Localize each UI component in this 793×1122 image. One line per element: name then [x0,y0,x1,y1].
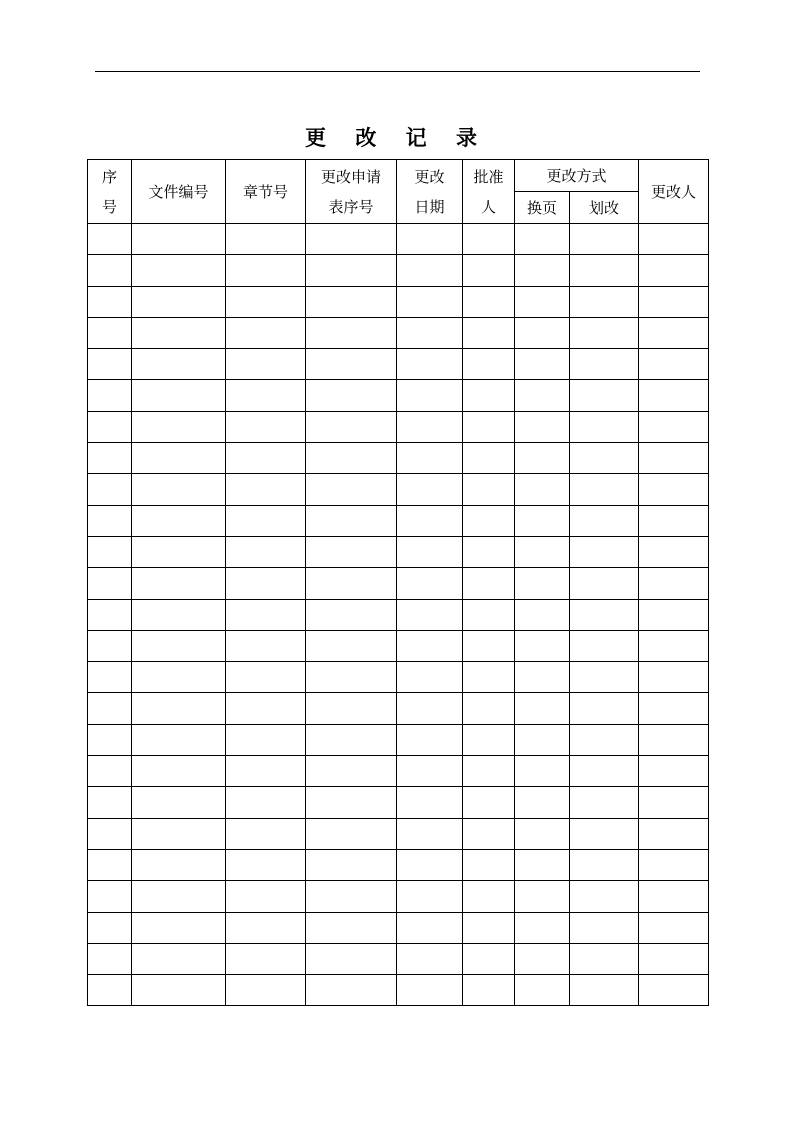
cell-file-no[interactable] [132,255,226,286]
cell-chapter-no[interactable] [226,443,306,474]
cell-method-strike[interactable] [570,912,639,943]
cell-approver[interactable] [463,630,515,661]
cell-method-replace[interactable] [515,975,570,1006]
table-row [88,474,709,505]
cell-file-no[interactable] [132,599,226,630]
cell-file-no[interactable] [132,505,226,536]
cell-chapter-no[interactable] [226,474,306,505]
cell-approver[interactable] [463,505,515,536]
cell-chapter-no[interactable] [226,912,306,943]
table-body [88,224,709,1006]
cell-chapter-no[interactable] [226,599,306,630]
cell-seq[interactable] [88,536,132,567]
cell-method-strike[interactable] [570,536,639,567]
cell-seq[interactable] [88,881,132,912]
table-row [88,317,709,348]
cell-method-strike[interactable] [570,599,639,630]
cell-chapter-no[interactable] [226,849,306,880]
cell-change-date[interactable] [397,505,463,536]
cell-method-replace[interactable] [515,224,570,255]
cell-change-date[interactable] [397,975,463,1006]
cell-approver[interactable] [463,818,515,849]
cell-file-no[interactable] [132,787,226,818]
cell-chapter-no[interactable] [226,224,306,255]
cell-changer[interactable] [639,693,709,724]
cell-seq[interactable] [88,849,132,880]
cell-seq[interactable] [88,599,132,630]
cell-request-no[interactable] [306,255,397,286]
cell-changer[interactable] [639,380,709,411]
cell-request-no[interactable] [306,536,397,567]
cell-method-replace[interactable] [515,943,570,974]
table-row [88,756,709,787]
cell-request-no[interactable] [306,662,397,693]
cell-request-no[interactable] [306,599,397,630]
cell-change-date[interactable] [397,693,463,724]
cell-method-strike[interactable] [570,724,639,755]
header-changer: 更改人 [639,160,709,224]
cell-file-no[interactable] [132,662,226,693]
cell-seq[interactable] [88,286,132,317]
cell-request-no[interactable] [306,881,397,912]
cell-change-date[interactable] [397,224,463,255]
cell-file-no[interactable] [132,975,226,1006]
cell-approver[interactable] [463,349,515,380]
cell-approver[interactable] [463,317,515,348]
table-row [88,224,709,255]
cell-request-no[interactable] [306,912,397,943]
cell-change-date[interactable] [397,662,463,693]
cell-approver[interactable] [463,224,515,255]
cell-changer[interactable] [639,724,709,755]
cell-method-replace[interactable] [515,380,570,411]
cell-request-no[interactable] [306,411,397,442]
cell-file-no[interactable] [132,568,226,599]
cell-file-no[interactable] [132,380,226,411]
cell-method-replace[interactable] [515,599,570,630]
cell-change-date[interactable] [397,818,463,849]
cell-method-strike[interactable] [570,474,639,505]
cell-seq[interactable] [88,443,132,474]
cell-method-strike[interactable] [570,224,639,255]
table-row [88,380,709,411]
cell-method-strike[interactable] [570,411,639,442]
cell-changer[interactable] [639,662,709,693]
cell-file-no[interactable] [132,818,226,849]
cell-changer[interactable] [639,756,709,787]
cell-change-date[interactable] [397,912,463,943]
cell-request-no[interactable] [306,943,397,974]
cell-change-date[interactable] [397,849,463,880]
cell-chapter-no[interactable] [226,286,306,317]
cell-method-strike[interactable] [570,286,639,317]
cell-chapter-no[interactable] [226,943,306,974]
cell-request-no[interactable] [306,380,397,411]
cell-file-no[interactable] [132,849,226,880]
cell-seq[interactable] [88,943,132,974]
header-change-date: 更改 日期 [397,160,463,224]
cell-change-date[interactable] [397,349,463,380]
cell-file-no[interactable] [132,693,226,724]
cell-method-strike[interactable] [570,630,639,661]
cell-change-date[interactable] [397,411,463,442]
cell-method-strike[interactable] [570,317,639,348]
cell-changer[interactable] [639,411,709,442]
cell-approver[interactable] [463,380,515,411]
cell-request-no[interactable] [306,317,397,348]
cell-method-strike[interactable] [570,662,639,693]
cell-method-replace[interactable] [515,443,570,474]
cell-method-replace[interactable] [515,349,570,380]
cell-method-strike[interactable] [570,818,639,849]
cell-method-replace[interactable] [515,630,570,661]
header-change-method: 更改方式 [515,160,639,192]
cell-chapter-no[interactable] [226,724,306,755]
cell-change-date[interactable] [397,536,463,567]
cell-method-strike[interactable] [570,693,639,724]
cell-approver[interactable] [463,568,515,599]
cell-method-replace[interactable] [515,505,570,536]
cell-method-strike[interactable] [570,849,639,880]
cell-changer[interactable] [639,443,709,474]
cell-chapter-no[interactable] [226,568,306,599]
cell-method-replace[interactable] [515,912,570,943]
cell-approver[interactable] [463,975,515,1006]
table-row [88,411,709,442]
cell-approver[interactable] [463,443,515,474]
cell-file-no[interactable] [132,224,226,255]
table-row [88,943,709,974]
cell-chapter-no[interactable] [226,630,306,661]
cell-method-replace[interactable] [515,411,570,442]
cell-change-date[interactable] [397,724,463,755]
table-row [88,536,709,567]
cell-method-strike[interactable] [570,380,639,411]
cell-change-date[interactable] [397,943,463,974]
cell-approver[interactable] [463,756,515,787]
cell-change-date[interactable] [397,568,463,599]
cell-file-no[interactable] [132,943,226,974]
cell-approver[interactable] [463,724,515,755]
table-row [88,975,709,1006]
table-row [88,724,709,755]
cell-changer[interactable] [639,349,709,380]
cell-changer[interactable] [639,787,709,818]
cell-changer[interactable] [639,912,709,943]
cell-change-date[interactable] [397,474,463,505]
cell-request-no[interactable] [306,443,397,474]
cell-file-no[interactable] [132,286,226,317]
cell-method-strike[interactable] [570,881,639,912]
cell-changer[interactable] [639,474,709,505]
cell-seq[interactable] [88,380,132,411]
cell-seq[interactable] [88,912,132,943]
cell-method-replace[interactable] [515,724,570,755]
cell-change-date[interactable] [397,787,463,818]
table-row [88,505,709,536]
cell-chapter-no[interactable] [226,818,306,849]
cell-changer[interactable] [639,536,709,567]
cell-method-strike[interactable] [570,568,639,599]
cell-request-no[interactable] [306,756,397,787]
cell-file-no[interactable] [132,881,226,912]
cell-method-strike[interactable] [570,787,639,818]
cell-chapter-no[interactable] [226,787,306,818]
cell-changer[interactable] [639,630,709,661]
cell-request-no[interactable] [306,224,397,255]
cell-seq[interactable] [88,317,132,348]
cell-file-no[interactable] [132,411,226,442]
table-row [88,630,709,661]
cell-file-no[interactable] [132,912,226,943]
cell-method-replace[interactable] [515,568,570,599]
table-row [88,568,709,599]
cell-method-replace[interactable] [515,693,570,724]
cell-change-date[interactable] [397,881,463,912]
cell-seq[interactable] [88,411,132,442]
cell-chapter-no[interactable] [226,255,306,286]
header-approver: 批准 人 [463,160,515,224]
table-row [88,818,709,849]
cell-seq[interactable] [88,756,132,787]
table-row [88,787,709,818]
cell-method-strike[interactable] [570,975,639,1006]
cell-chapter-no[interactable] [226,662,306,693]
table-row [88,881,709,912]
cell-change-date[interactable] [397,380,463,411]
cell-change-date[interactable] [397,317,463,348]
cell-changer[interactable] [639,881,709,912]
cell-file-no[interactable] [132,536,226,567]
cell-change-date[interactable] [397,443,463,474]
cell-chapter-no[interactable] [226,693,306,724]
cell-file-no[interactable] [132,724,226,755]
cell-chapter-no[interactable] [226,505,306,536]
cell-seq[interactable] [88,568,132,599]
cell-request-no[interactable] [306,505,397,536]
cell-seq[interactable] [88,787,132,818]
cell-request-no[interactable] [306,975,397,1006]
cell-seq[interactable] [88,975,132,1006]
cell-chapter-no[interactable] [226,536,306,567]
cell-method-strike[interactable] [570,255,639,286]
table-row [88,693,709,724]
cell-method-replace[interactable] [515,317,570,348]
cell-changer[interactable] [639,943,709,974]
header-method-replace: 换页 [515,192,570,224]
cell-seq[interactable] [88,505,132,536]
cell-file-no[interactable] [132,443,226,474]
cell-request-no[interactable] [306,474,397,505]
header-request-no: 更改申请 表序号 [306,160,397,224]
cell-approver[interactable] [463,536,515,567]
cell-method-strike[interactable] [570,505,639,536]
cell-approver[interactable] [463,599,515,630]
cell-request-no[interactable] [306,630,397,661]
cell-method-strike[interactable] [570,443,639,474]
cell-file-no[interactable] [132,756,226,787]
cell-change-date[interactable] [397,756,463,787]
cell-seq[interactable] [88,693,132,724]
cell-method-replace[interactable] [515,286,570,317]
cell-approver[interactable] [463,474,515,505]
cell-method-replace[interactable] [515,818,570,849]
cell-file-no[interactable] [132,317,226,348]
cell-request-no[interactable] [306,286,397,317]
cell-file-no[interactable] [132,349,226,380]
cell-seq[interactable] [88,474,132,505]
table-row [88,599,709,630]
cell-approver[interactable] [463,881,515,912]
cell-seq[interactable] [88,255,132,286]
cell-request-no[interactable] [306,568,397,599]
cell-chapter-no[interactable] [226,349,306,380]
cell-change-date[interactable] [397,255,463,286]
page-title: 更 改 记 录 [305,125,488,150]
cell-changer[interactable] [639,286,709,317]
cell-request-no[interactable] [306,849,397,880]
cell-method-replace[interactable] [515,536,570,567]
cell-chapter-no[interactable] [226,317,306,348]
cell-changer[interactable] [639,255,709,286]
cell-approver[interactable] [463,411,515,442]
cell-changer[interactable] [639,975,709,1006]
cell-changer[interactable] [639,818,709,849]
cell-approver[interactable] [463,693,515,724]
cell-request-no[interactable] [306,818,397,849]
header-method-strike: 划改 [570,192,639,224]
cell-approver[interactable] [463,255,515,286]
table-row [88,349,709,380]
cell-method-replace[interactable] [515,756,570,787]
cell-method-replace[interactable] [515,881,570,912]
cell-method-replace[interactable] [515,255,570,286]
cell-chapter-no[interactable] [226,975,306,1006]
cell-approver[interactable] [463,943,515,974]
cell-change-date[interactable] [397,599,463,630]
table-row [88,255,709,286]
cell-chapter-no[interactable] [226,380,306,411]
cell-chapter-no[interactable] [226,881,306,912]
cell-changer[interactable] [639,317,709,348]
cell-method-replace[interactable] [515,662,570,693]
cell-changer[interactable] [639,849,709,880]
cell-approver[interactable] [463,849,515,880]
cell-file-no[interactable] [132,474,226,505]
header-seq: 序 号 [88,160,132,224]
cell-changer[interactable] [639,505,709,536]
cell-changer[interactable] [639,599,709,630]
cell-seq[interactable] [88,818,132,849]
cell-method-strike[interactable] [570,756,639,787]
cell-approver[interactable] [463,912,515,943]
cell-approver[interactable] [463,787,515,818]
cell-approver[interactable] [463,662,515,693]
cell-method-replace[interactable] [515,787,570,818]
cell-method-strike[interactable] [570,943,639,974]
header-rule [95,71,700,72]
cell-request-no[interactable] [306,349,397,380]
cell-changer[interactable] [639,568,709,599]
cell-file-no[interactable] [132,630,226,661]
cell-seq[interactable] [88,349,132,380]
table-row [88,286,709,317]
cell-seq[interactable] [88,724,132,755]
cell-request-no[interactable] [306,724,397,755]
table-row [88,662,709,693]
cell-chapter-no[interactable] [226,756,306,787]
cell-method-replace[interactable] [515,849,570,880]
header-chapter-no: 章节号 [226,160,306,224]
cell-seq[interactable] [88,662,132,693]
table-row [88,912,709,943]
cell-change-date[interactable] [397,286,463,317]
cell-seq[interactable] [88,630,132,661]
cell-approver[interactable] [463,286,515,317]
table-row [88,443,709,474]
cell-method-replace[interactable] [515,474,570,505]
cell-chapter-no[interactable] [226,411,306,442]
table-row [88,849,709,880]
cell-method-strike[interactable] [570,349,639,380]
cell-changer[interactable] [639,224,709,255]
cell-seq[interactable] [88,224,132,255]
cell-request-no[interactable] [306,787,397,818]
change-record-table [87,159,709,1006]
cell-change-date[interactable] [397,630,463,661]
header-file-no: 文件编号 [132,160,226,224]
cell-request-no[interactable] [306,693,397,724]
